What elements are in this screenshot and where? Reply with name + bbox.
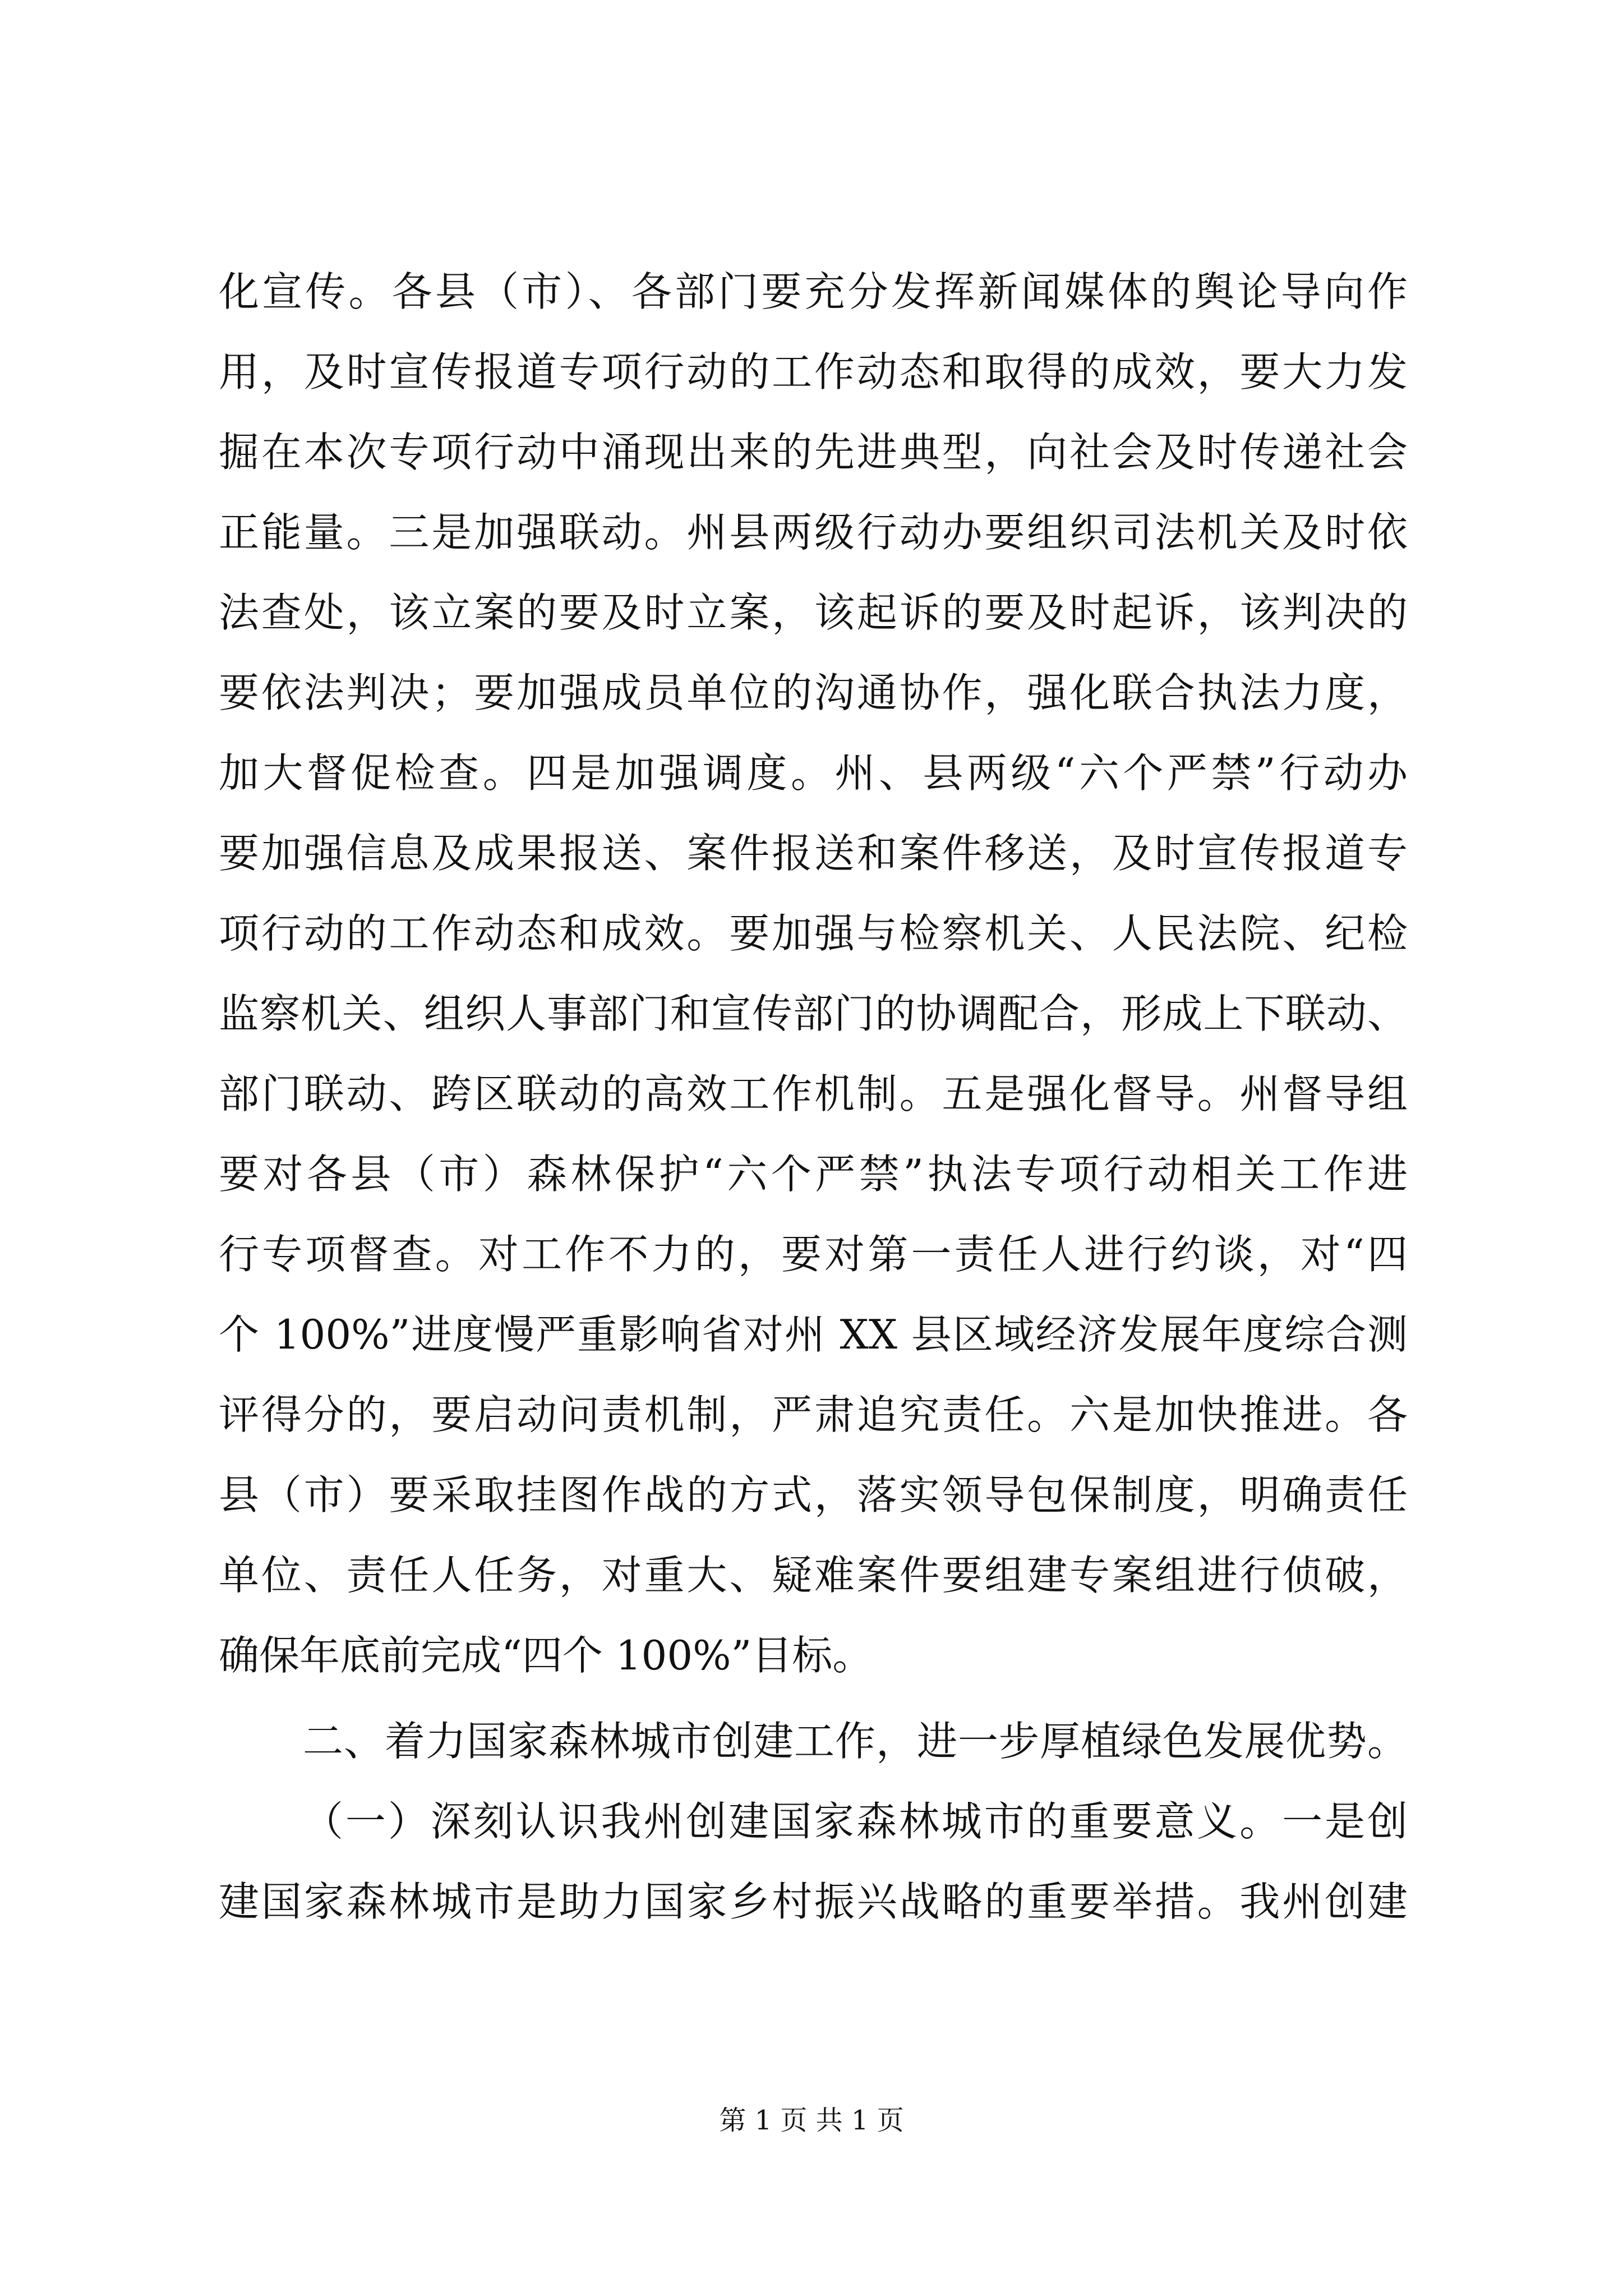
text-line: 要依法判决；要加强成员单位的沟通协作，强化联合执法力度， <box>219 669 1408 716</box>
text-line: 建国家森林城市是助力国家乡村振兴战略的重要举措。我州创建 <box>219 1878 1408 1925</box>
text-line: 法查处，该立案的要及时立案，该起诉的要及时起诉，该判决的 <box>219 589 1408 636</box>
text-line: 行专项督查。对工作不力的，要对第一责任人进行约谈，对“四 <box>219 1231 1408 1278</box>
text-line: 评得分的，要启动问责机制，严肃追究责任。六是加快推进。各 <box>219 1391 1408 1438</box>
text-line: 部门联动、跨区联动的高效工作机制。五是强化督导。州督导组 <box>219 1070 1408 1117</box>
section-heading: 二、着力国家森林城市创建工作，进一步厚植绿色发展优势。 <box>303 1718 1408 1765</box>
text-line: 个 100%”进度慢严重影响省对州 XX 县区域经济发展年度综合测 <box>219 1311 1408 1358</box>
text-line: 项行动的工作动态和成效。要加强与检察机关、人民法院、纪检 <box>219 910 1408 957</box>
text-line: 要对各县（市）森林保护“六个严禁”执法专项行动相关工作进 <box>219 1151 1408 1198</box>
text-line: 单位、责任人任务，对重大、疑难案件要组建专案组进行侦破， <box>219 1552 1408 1599</box>
text-line: 掘在本次专项行动中涌现出来的先进典型，向社会及时传递社会 <box>219 429 1408 476</box>
text-line: 化宣传。各县（市）、各部门要充分发挥新闻媒体的舆论导向作 <box>219 268 1408 315</box>
text-line: 要加强信息及成果报送、案件报送和案件移送，及时宣传报道专 <box>219 830 1408 877</box>
subsection-line: （一）深刻认识我州创建国家森林城市的重要意义。一是创 <box>303 1798 1408 1845</box>
text-line: 确保年底前完成“四个 100%”目标。 <box>219 1632 873 1679</box>
text-line: 县（市）要采取挂图作战的方式，落实领导包保制度，明确责任 <box>219 1471 1408 1519</box>
text-line: 监察机关、组织人事部门和宣传部门的协调配合，形成上下联动、 <box>219 990 1408 1037</box>
page-footer: 第 1 页 共 1 页 <box>719 2105 904 2136</box>
text-line: 加大督促检查。四是加强调度。州、县两级“六个严禁”行动办 <box>219 749 1408 797</box>
text-line: 正能量。三是加强联动。州县两级行动办要组织司法机关及时依 <box>219 509 1408 556</box>
text-line: 用，及时宣传报道专项行动的工作动态和取得的成效，要大力发 <box>219 348 1408 395</box>
